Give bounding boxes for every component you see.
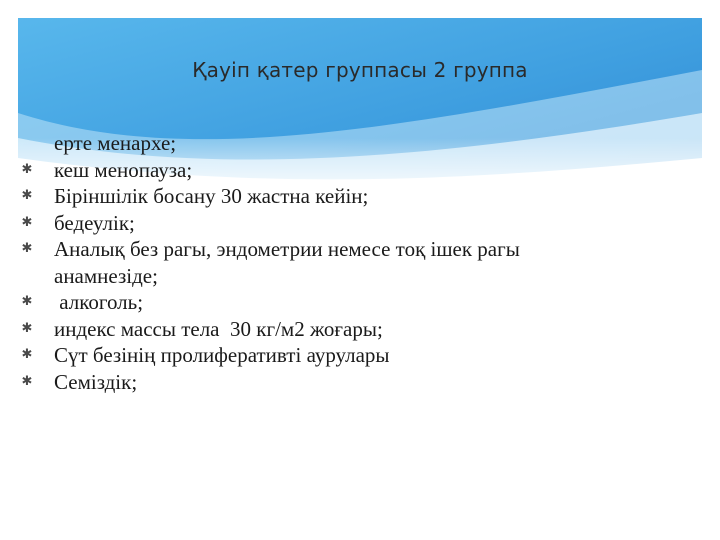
list-item-text: Біріншілік босану 30 жастна кейін; [54, 184, 369, 208]
list-item-text: бедеулік; [54, 210, 135, 235]
list-item-text: Сүт безінің пролиферативті аурулары [54, 343, 390, 367]
list-item-text: Семіздік; [54, 369, 138, 394]
list-item [20, 130, 660, 157]
bullet-list [20, 130, 660, 395]
list-item [20, 369, 660, 396]
list-item-text: индекс массы тела 30 кг/м2 жоғары; [54, 316, 383, 341]
snowflake-asterisk-icon: ✱ [21, 241, 33, 256]
list-item [20, 289, 660, 316]
list-item [20, 183, 660, 210]
list-item [20, 316, 660, 343]
list-item-text: ерте менархе; [54, 131, 177, 155]
snowflake-asterisk-icon: ✱ [21, 320, 33, 336]
snowflake-asterisk-icon: ✱ [21, 188, 33, 203]
list-item-text: Аналық без рагы, эндометрии немесе тоқ ішек рагы анамнезіде; [54, 237, 520, 288]
list-item [20, 236, 660, 289]
slide-title: Қауіп қатер группасы 2 группа [192, 58, 528, 82]
snowflake-asterisk-icon: ✱ [21, 294, 33, 309]
snowflake-asterisk-icon: ✱ [21, 347, 33, 362]
snowflake-asterisk-icon: ✱ [21, 161, 33, 177]
list-item-text: алкоголь; [54, 290, 144, 314]
snowflake-asterisk-icon: ✱ [21, 214, 33, 230]
list-item [20, 342, 660, 369]
snowflake-asterisk-icon: ✱ [21, 373, 33, 389]
list-item-text: кеш менопауза; [54, 157, 193, 182]
list-item [20, 157, 660, 184]
list-item [20, 210, 660, 237]
